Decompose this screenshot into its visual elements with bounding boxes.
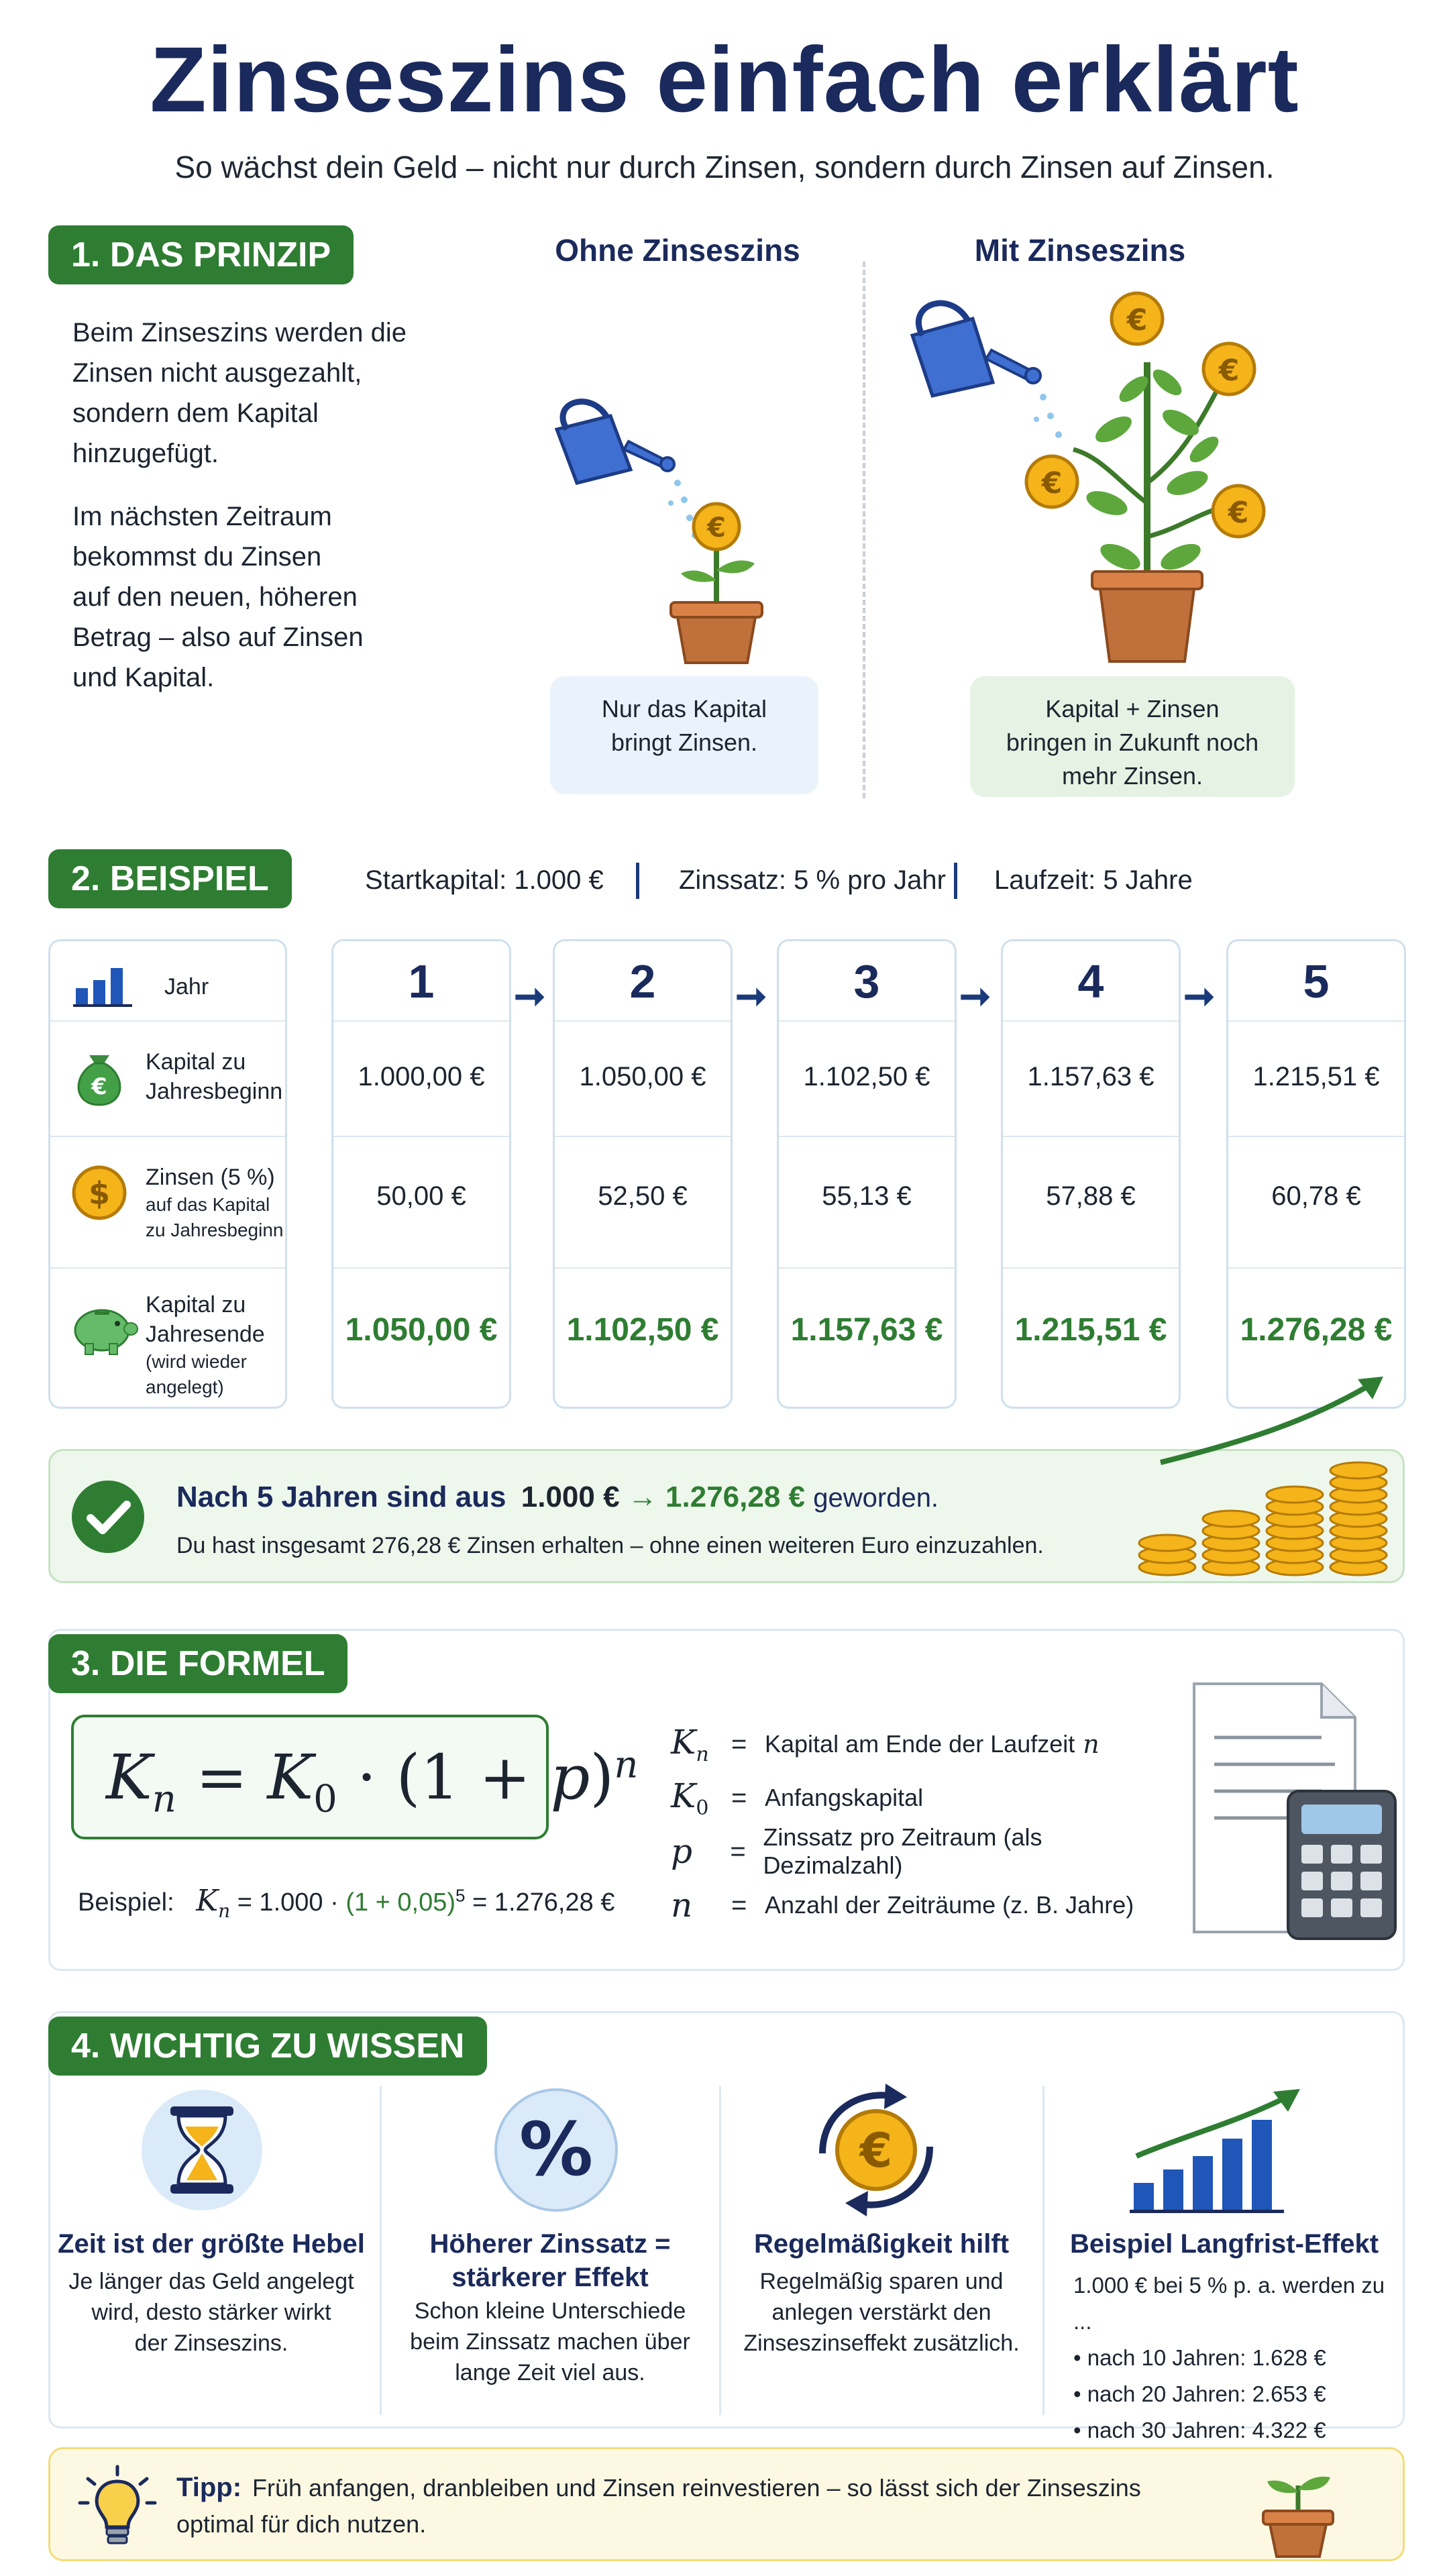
summary-subtext: Du hast insgesamt 276,28 € Zinsen erhalten – ohne einen weiteren Euro einzuzahlen. (176, 1533, 1044, 1558)
variable-row-kn: $K_n$ = Kapital am Ende der Laufzeit n (671, 1722, 1099, 1766)
year-card-5 (1226, 939, 1406, 1409)
fact-title-rate (389, 2227, 711, 2294)
document-calculator-illustration (1187, 1677, 1402, 1945)
text-line: Jahresende (146, 1322, 265, 1347)
svg-text:€: € (859, 2123, 893, 2178)
text-line: Kapital zu (146, 1049, 246, 1075)
divider (779, 1136, 955, 1137)
percent-icon (492, 2086, 620, 2214)
divider (555, 1136, 731, 1137)
text-line: auf den neuen, höheren (72, 582, 358, 612)
watering-can-icon (557, 402, 674, 483)
fact-text-rate (389, 2296, 711, 2388)
divider (50, 1267, 285, 1269)
bullet-item: • nach 10 Jahren: 1.628 € (1073, 2345, 1326, 2370)
text-line: beim Zinssatz machen über (410, 2329, 690, 2355)
text-line: und Kapital. (72, 663, 215, 692)
text-line: bringt Zinsen. (610, 729, 758, 756)
big-plant-illustration (899, 282, 1328, 684)
divider (333, 1020, 509, 1022)
hourglass-icon (138, 2086, 266, 2214)
divider (333, 1136, 509, 1137)
text-line: Jahresbeginn (146, 1079, 283, 1104)
variable-desc: Anzahl der Zeiträume (z. B. Jahre) (765, 1891, 1134, 1919)
lightbulb-icon (77, 2464, 158, 2548)
divider (1042, 2086, 1044, 2415)
variable-desc: Zinssatz pro Zeitraum (als Dezimalzahl) (763, 1823, 1042, 1879)
row-label-interest (146, 1163, 286, 1243)
euro-coin-icon (694, 504, 739, 549)
sprout-pot-icon (1244, 2459, 1352, 2559)
text-line: Zinseszinseffekt zusätzlich. (743, 2330, 1020, 2356)
bar-chart-icon (73, 964, 133, 1007)
text-line: (wird wieder (146, 1351, 247, 1372)
text-line: bekommst du Zinsen (72, 542, 322, 572)
arrow-right-icon: ➞ (1183, 975, 1215, 1017)
text-line: Kapital zu (146, 1292, 246, 1318)
svg-text:%: % (519, 2106, 594, 2192)
section-badge-beispiel: 2. BEISPIEL (48, 849, 292, 908)
param-separator (954, 863, 957, 899)
text-line: Zinsen (5 %) (146, 1165, 275, 1190)
param-laufzeit: Laufzeit: 5 Jahre (994, 865, 1193, 895)
tip-line-2: optimal für dich nutzen. (176, 2510, 427, 2538)
text-line: der Zinseszins. (134, 2330, 288, 2356)
text-line: stärkerer Effekt (451, 2263, 649, 2292)
tip-box (48, 2447, 1405, 2561)
text-line: lange Zeit viel aus. (455, 2360, 645, 2385)
start-capital-value: 1.102,50 € (803, 1062, 930, 1091)
tip-text (176, 2469, 1223, 2542)
text-line: sondern dem Kapital (72, 398, 319, 428)
water-drops-icon (1034, 394, 1062, 438)
year-card-2 (553, 939, 733, 1409)
text-line: Beim Zinseszins werden die (72, 318, 407, 347)
arrow-right-icon: ➞ (735, 975, 767, 1017)
fact-text-time (54, 2266, 369, 2359)
page-title: Zinseszins einfach erklärt (150, 28, 1299, 131)
text-line: auf das Kapital (146, 1194, 270, 1215)
end-capital-value: 1.276,28 € (1240, 1312, 1393, 1348)
text-line: angelegt) (146, 1377, 224, 1397)
text-line: Zeit ist der größte Hebel (58, 2229, 365, 2259)
interest-value: 60,78 € (1271, 1181, 1361, 1211)
divider (1003, 1267, 1179, 1269)
checkmark-icon (69, 1478, 147, 1556)
divider (719, 2086, 721, 2415)
fact-text-regular (727, 2266, 1036, 2359)
param-zinssatz: Zinssatz: 5 % pro Jahr (679, 865, 946, 895)
variable-symbol: n (671, 1886, 693, 1925)
row-label-card (48, 939, 287, 1409)
year-number: 2 (629, 955, 656, 1008)
divider (1228, 1020, 1404, 1022)
text-line: Regelmäßig sparen und (759, 2269, 1004, 2294)
text-line: Kapital + Zinsen (1045, 695, 1220, 722)
tip-line-1-text: Früh anfangen, dranbleiben und Zinsen reinvestieren – so lässt sich der Zinseszins (252, 2474, 1141, 2502)
end-capital-value: 1.102,50 € (566, 1312, 719, 1348)
year-card-4 (1001, 939, 1181, 1409)
text-line: zu Jahresbeginn (146, 1220, 284, 1240)
divider (1003, 1136, 1179, 1137)
variable-desc: Anfangskapital (765, 1784, 924, 1811)
section-badge-wissen: 4. WICHTIG ZU WISSEN (48, 2017, 487, 2076)
tip-line-1 (176, 2469, 1223, 2506)
recurring-coin-icon (802, 2080, 950, 2220)
divider (555, 1267, 731, 1269)
row-label-year: Jahr (164, 974, 209, 1000)
start-capital-value: 1.157,63 € (1027, 1062, 1155, 1091)
formula-variables (671, 1717, 1181, 1932)
piggy-bank-icon (65, 1297, 139, 1357)
watering-can-icon (912, 303, 1040, 396)
example-part-2: (1 + 0,05) (345, 1888, 456, 1917)
svg-text:€: € (1218, 354, 1240, 388)
divider (779, 1267, 955, 1269)
plant-icon (681, 543, 755, 604)
svg-text:€: € (1041, 466, 1063, 500)
start-capital-value: 1.000,00 € (358, 1062, 485, 1091)
divider (380, 2086, 382, 2415)
plant-icon (1073, 362, 1223, 577)
year-card-3 (777, 939, 957, 1409)
variable-desc: Kapital am Ende der Laufzeit (765, 1730, 1075, 1758)
euro-coin-icon (1213, 486, 1264, 537)
year-number: 1 (408, 955, 435, 1008)
calculator-icon (1288, 1791, 1395, 1939)
text-line: Im nächsten Zeitraum (72, 502, 332, 531)
fact-text-longterm (1073, 2267, 1395, 2449)
summary-prefix: Nach 5 Jahren sind aus (176, 1481, 506, 1513)
summary-arrow: → (627, 1481, 657, 1513)
end-capital-value: 1.215,51 € (1014, 1312, 1167, 1348)
divider (1228, 1136, 1404, 1137)
svg-text:€: € (91, 1073, 107, 1100)
interest-value: 57,88 € (1046, 1181, 1136, 1211)
divider (333, 1267, 509, 1269)
svg-text:€: € (1228, 496, 1249, 530)
year-number: 4 (1077, 955, 1104, 1008)
variable-row-n: n = Anzahl der Zeiträume (z. B. Jahre) (671, 1886, 1134, 1925)
prinzip-paragraph-1 (72, 313, 448, 474)
interest-value: 55,13 € (822, 1181, 912, 1211)
text-line: wird, desto stärker wirkt (91, 2300, 331, 2325)
summary-headline (176, 1481, 938, 1514)
flower-pot-icon (671, 602, 762, 663)
variable-symbol: p (671, 1832, 693, 1871)
text-line: Höherer Zinssatz = (429, 2229, 671, 2259)
end-capital-value: 1.050,00 € (345, 1312, 498, 1348)
fact-title-time (54, 2227, 369, 2261)
text-line: Je länger das Geld angelegt (68, 2269, 354, 2294)
example-exponent: 5 (455, 1885, 466, 1906)
row-label-start-capital (146, 1047, 283, 1106)
variable-row-k0: $K_0$ = Anfangskapital (671, 1776, 924, 1820)
divider (50, 1020, 285, 1022)
arrow-right-icon: ➞ (514, 975, 545, 1017)
bullet-item: • nach 20 Jahren: 2.653 € (1073, 2381, 1326, 2406)
formula-text: $K_n = K_0 \cdot (1 + p)^n$ (106, 1741, 639, 1821)
summary-suffix: geworden. (813, 1483, 939, 1513)
euro-coin-icon (1203, 343, 1254, 394)
flower-pot-icon (1092, 572, 1202, 661)
page-subtitle: So wächst dein Geld – nicht nur durch Zinsen, sondern durch Zinsen auf Zinsen. (174, 150, 1275, 184)
start-capital-value: 1.215,51 € (1252, 1062, 1380, 1091)
text-line: 1.000 € bei 5 % p. a. werden zu ... (1073, 2273, 1385, 2334)
column-divider (863, 262, 865, 798)
text-line: mehr Zinsen. (1061, 762, 1203, 790)
formula-example: Beispiel: $K_n = 1.000 \cdot (1 + 0,05)^5 = 1.276,28$ € (78, 1884, 615, 1922)
summary-to: 1.276,28 € (665, 1481, 806, 1513)
interest-value: 52,50 € (598, 1181, 688, 1211)
divider (50, 1136, 285, 1137)
divider (779, 1020, 955, 1022)
bullet-item: • nach 30 Jahren: 4.322 € (1073, 2418, 1326, 2443)
text-line: Nur das Kapital (601, 695, 767, 722)
euro-coin-icon (1112, 293, 1163, 344)
summary-from: 1.000 € (521, 1481, 620, 1513)
start-capital-value: 1.050,00 € (579, 1062, 706, 1091)
svg-text:$: $ (88, 1175, 111, 1212)
coin-stacks-illustration (1134, 1368, 1402, 1583)
section-badge-formel: 3. DIE FORMEL (48, 1634, 347, 1693)
interest-value: 50,00 € (376, 1181, 466, 1211)
example-part-1: = 1.000 · (237, 1888, 339, 1917)
param-startkapital: Startkapital: 1.000 € (365, 865, 604, 895)
divider (1228, 1267, 1404, 1269)
arrow-right-icon: ➞ (959, 975, 991, 1017)
heading-mit-zinseszins: Mit Zinseszins (974, 233, 1186, 268)
year-number: 5 (1303, 955, 1330, 1008)
text-line: Zinsen nicht ausgezahlt, (72, 358, 362, 388)
year-number: 3 (853, 955, 880, 1008)
row-label-end-capital (146, 1290, 286, 1400)
euro-coin-icon (1026, 456, 1077, 507)
text-line: Betrag – also auf Zinsen (72, 623, 364, 652)
example-label: Beispiel: (78, 1888, 174, 1917)
divider (1003, 1020, 1179, 1022)
section-badge-prinzip: 1. DAS PRINZIP (48, 225, 354, 284)
text-line: hinzugefügt. (72, 439, 219, 468)
money-bag-icon (69, 1040, 129, 1108)
heading-ohne-zinseszins: Ohne Zinseszins (555, 233, 800, 268)
info-box-ohne (550, 676, 818, 794)
divider (555, 1020, 731, 1022)
fact-title-regular (727, 2227, 1036, 2261)
variable-inline: n (1083, 1729, 1099, 1759)
text-line: bringen in Zukunft noch (1006, 729, 1259, 756)
end-capital-value: 1.157,63 € (790, 1312, 943, 1348)
text-line: anlegen verstärkt den (771, 2300, 991, 2325)
text-line: Beispiel Langfrist-Effekt (1069, 2229, 1379, 2259)
svg-text:€: € (707, 513, 726, 543)
example-part-3: = 1.276,28 € (472, 1888, 615, 1917)
growth-chart-icon (1130, 2082, 1311, 2216)
dollar-coin-icon (69, 1163, 129, 1223)
text-line: Regelmäßigkeit hilft (753, 2229, 1010, 2259)
formula-box (71, 1715, 639, 1839)
tip-label: Tipp: (176, 2473, 242, 2502)
svg-text:€: € (1126, 303, 1148, 337)
param-separator (636, 863, 639, 899)
info-box-mit (970, 676, 1295, 797)
prinzip-paragraph-2 (72, 496, 448, 698)
fact-title-longterm (1053, 2227, 1395, 2261)
variable-row-p: p = Zinssatz pro Zeitraum (als Dezimalzahl) (671, 1825, 1181, 1878)
text-line: Schon kleine Unterschiede (414, 2298, 686, 2324)
small-plant-illustration (537, 389, 818, 671)
year-card-1 (331, 939, 511, 1409)
